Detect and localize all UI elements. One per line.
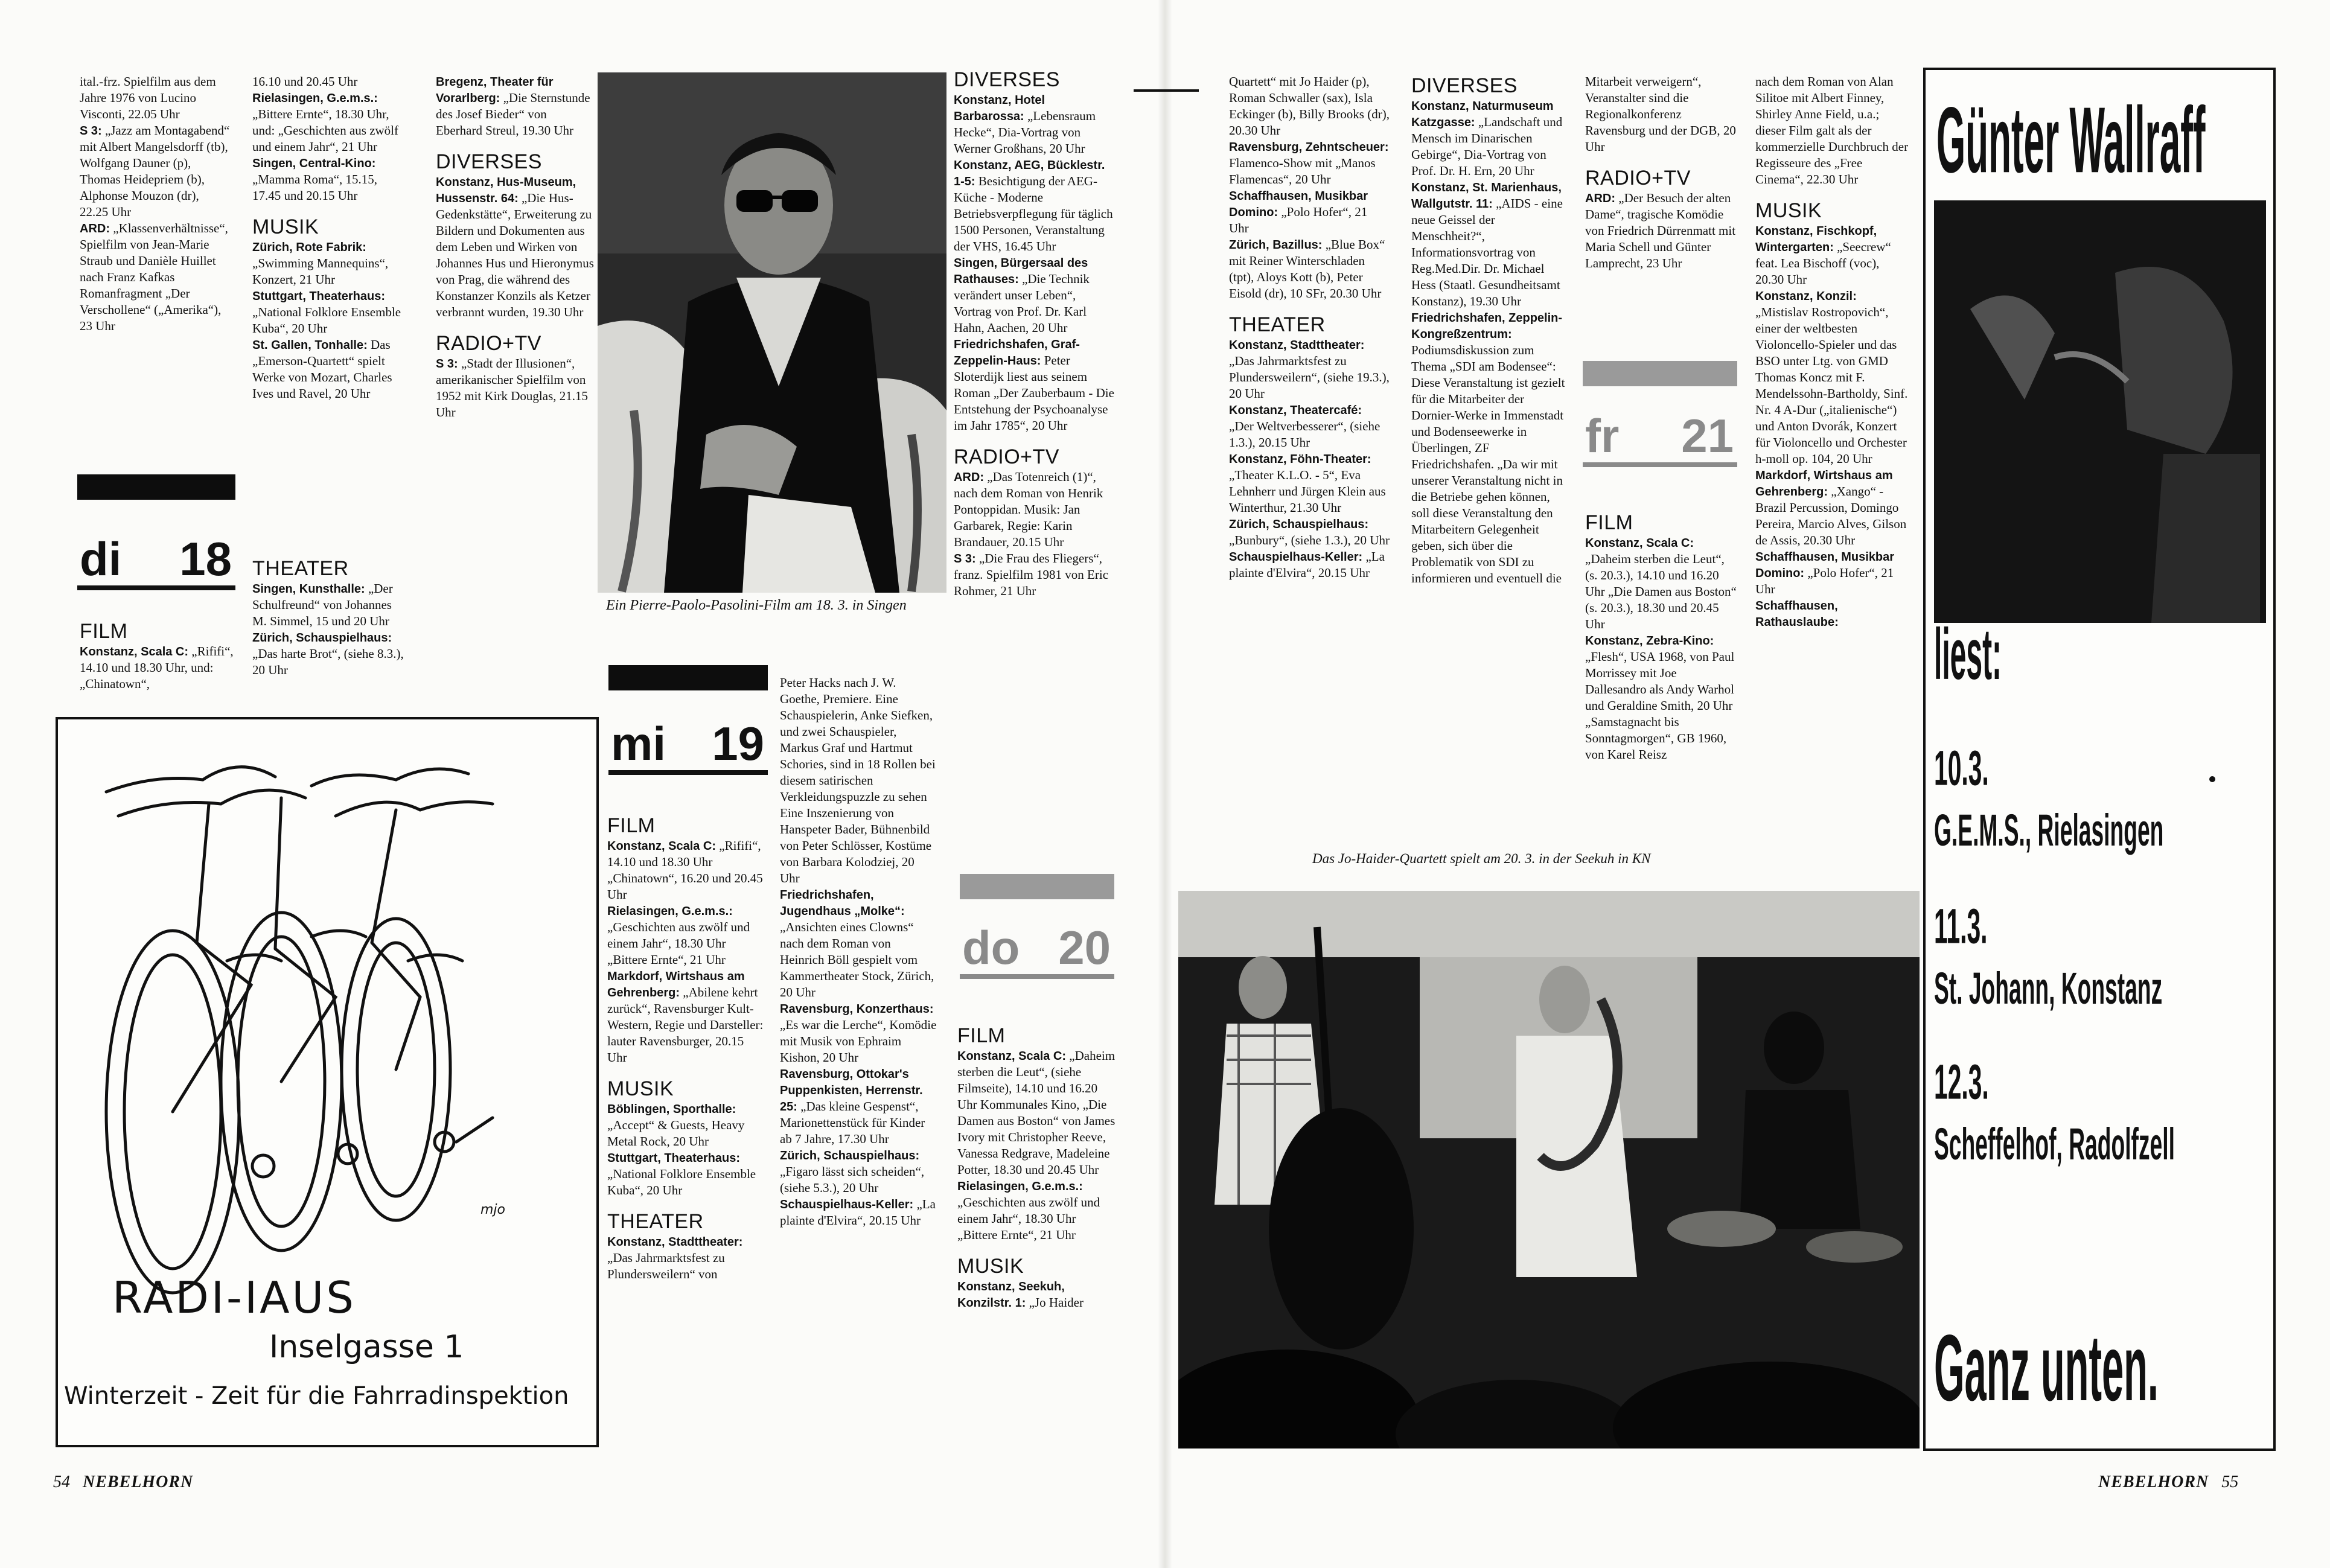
day-header-19 (608, 665, 768, 775)
left-col2 (252, 74, 404, 601)
page-number: 55 (2221, 1473, 2239, 1491)
wallraff-photo-illustration (1934, 200, 2266, 623)
listing-entry (80, 74, 231, 123)
day-header-18 (77, 474, 235, 590)
listing-text: „Die Technik verändert unser Leben“, Vortrag von Prof. Dr. Karl Hahn, Aachen, 20 Uhr (954, 272, 1090, 335)
day-number: 20 (1058, 921, 1111, 974)
listing-venue: Schauspielhaus-Keller: (1229, 550, 1363, 564)
listing-venue: Singen, Bürgersaal des Rathauses: (954, 257, 1088, 286)
listing-text: „Rififi“, 14.10 und 18.30 Uhr „Chinatown“, 16.20 und 20.45 Uhr (607, 838, 763, 902)
day-bar (77, 474, 235, 500)
listing-entry (1755, 74, 1910, 188)
listing-entry (1755, 598, 1910, 630)
section-heading-diverses: DIVERSES (436, 150, 542, 173)
listing-text: „Ansichten eines Clowns“ nach dem Roman von Heinrich Böll gespielt vom Kammertheater Stock, Zürich, 20 Uhr (780, 920, 934, 999)
listing-entry (1229, 516, 1390, 549)
bicycles-illustration (82, 744, 541, 1299)
listing-text: „Rififi“, 14.10 und 18.30 Uhr, und: „Chinatown“, (80, 644, 234, 691)
listing-text: 16.10 und 20.45 Uhr (252, 74, 358, 89)
listing-text: „Bunbury“, (siehe 1.3.), 20 Uhr (1229, 533, 1390, 547)
listing-text: Flamenco-Show mit „Manos Flamencas“, 20 Uhr (1229, 156, 1376, 186)
right-col2 (1411, 74, 1569, 587)
listing-text: „Lebensraum Hecke“, Dia-Vortrag von Werner Großhans, 20 Uhr (954, 109, 1096, 156)
listing-venue: S 3: (954, 552, 976, 566)
listing-entry (252, 629, 404, 678)
left-col3 (436, 74, 595, 421)
listing-text: „National Folklore Ensemble Kuba“, 20 Uhr (252, 305, 401, 336)
listing-venue: Schaffhausen, Musikbar Domino: (1229, 190, 1368, 219)
listing-entry (1585, 633, 1738, 763)
listing-venue: Konstanz, Scala C: (607, 840, 717, 853)
reading-place: Scheffelhof, Radolfzell (1934, 1120, 2175, 1170)
listing-venue: Ravensburg, Zehntscheuer: (1229, 141, 1389, 154)
left-col5 (780, 675, 937, 1229)
magazine-title: NEBELHORN (83, 1473, 194, 1491)
listing-entry (957, 1178, 1116, 1243)
listing-entry (957, 1278, 1116, 1311)
listing-entry (252, 155, 404, 204)
listing-venue: Konstanz, Stadttheater: (607, 1235, 743, 1249)
listing-text: Peter Hacks nach J. W. Goethe, Premiere. Eine Schauspielerin, Anke Siefken, und zwei Schauspieler, Markus Graf und Hartmut Schories, sind in 18 Rollen bei diesem satirischen Verkleidungspuzzle zu sehen Eine Inszenierung von Hanspeter Bader, Bühnenbild von Peter Schlösser, Kostüme von Barbara Kolodziej, 20 Uhr (780, 675, 936, 885)
day-number: 21 (1681, 409, 1734, 462)
listing-venue: Zürich, Rote Fabrik: (252, 241, 366, 254)
listing-text: „Figaro lässt sich scheiden“, (siehe 5.3.), 20 Uhr (780, 1164, 925, 1195)
listing-entry (1585, 535, 1738, 633)
section-heading-theater: THEATER (252, 557, 349, 580)
listing-venue: Ravensburg, Konzerthaus: (780, 1002, 934, 1016)
right-col4 (1755, 74, 1910, 630)
reading-date: 12.3. (1934, 1054, 1989, 1110)
listing-venue: Konstanz, St. Marienhaus, Wallgutstr. 11: (1411, 181, 1562, 211)
listing-text: „Accept“ & Guests, Heavy Metal Rock, 20 Uhr (607, 1118, 745, 1149)
listing-venue: Konstanz, Scala C: (1585, 537, 1694, 550)
listing-entry (436, 74, 595, 139)
section-heading-diverses: DIVERSES (954, 68, 1060, 91)
listing-venue: Konstanz, Scala C: (957, 1050, 1067, 1063)
listing-entry (1411, 98, 1569, 179)
listing-entry (1229, 337, 1390, 402)
listing-text: „Das harte Brot“, (siehe 8.3.), 20 Uhr (252, 646, 404, 677)
listing-text: „Mistislav Rostropovich“, einer der weltbesten Violoncello-Spieler und das BSO unter Ltg. von GMD Thomas Koncz mit F. Mendelssohn-Bartholdy, Sinf. Nr. 4 A-Dur („italienische“) und Anton Dvorák, Konzert für Violoncello und Orchester h-moll op. 104, 20 Uhr (1755, 305, 1908, 466)
listing-text: „La plainte d'Elvira“, 20.15 Uhr (780, 1197, 936, 1228)
listing-venue: Rielasingen, G.e.m.s.: (252, 92, 378, 105)
verb-liest: liest: (1934, 614, 2002, 695)
listing-venue: Konstanz, AEG, Bücklestr. 1-5: (954, 159, 1105, 188)
listing-text: Mitarbeit verweigern“, Veranstalter sind die Regionalkonferenz Ravensburg und der DGB, 20 Uhr (1585, 74, 1736, 154)
listing-entry (1755, 223, 1910, 288)
listing-entry (1229, 237, 1390, 302)
ad-title: RADI-IAUS (112, 1272, 356, 1323)
author-name: Günter Wallraff (1936, 88, 2206, 193)
listing-entry (1411, 179, 1569, 310)
listing-entry (1585, 74, 1738, 155)
photo-wallraff (1934, 200, 2266, 623)
listing-text: „Der Weltverbesserer“, (siehe 1.3.), 20.15 Uhr (1229, 419, 1380, 450)
listing-entry (252, 90, 404, 155)
listing-entry (780, 1196, 937, 1229)
listing-entry (1229, 188, 1390, 237)
listing-entry (780, 1147, 937, 1196)
listing-entry (780, 1066, 937, 1147)
listing-entry (1229, 549, 1390, 581)
ad-radhaus (56, 717, 599, 1447)
listing-entry (607, 1150, 767, 1199)
listing-entry (1755, 467, 1910, 549)
listing-venue: Stuttgart, Theaterhaus: (607, 1152, 741, 1165)
left-col1-top (80, 74, 231, 334)
listing-entry (954, 255, 1114, 336)
right-col3-fr (1585, 511, 1738, 763)
listing-venue: Konstanz, Hus-Museum, Hussenstr. 64: (436, 176, 576, 205)
listing-venue: Ravensburg, Ottokar's Puppenkisten, Herrenstr. 25: (780, 1068, 923, 1114)
section-heading-radio-tv: RADIO+TV (1585, 167, 1691, 190)
listing-entry (607, 838, 767, 903)
listing-entry (780, 1001, 937, 1066)
day-number: 18 (179, 532, 232, 585)
listing-entry (252, 239, 404, 288)
listing-text: „Polo Hofer“, 21 Uhr (1229, 205, 1368, 235)
listing-venue: Zürich, Schauspielhaus: (780, 1149, 920, 1162)
listing-venue: Konstanz, Hotel Barbarossa: (954, 94, 1045, 123)
listing-text: Quartett“ mit Jo Haider (p), Roman Schwaller (sax), Isla Eckinger (b), Billy Brooks (dr), 20.30 Uhr (1229, 74, 1390, 138)
reading-place: G.E.M.S., Rielasingen (1934, 806, 2164, 856)
day-bar (608, 665, 768, 690)
listing-entry (780, 675, 937, 887)
listing-entry (80, 123, 231, 220)
listing-text: „Theater K.L.O. - 5“, Eva Lehnherr und Jürgen Klein aus Winterthur, 21.30 Uhr (1229, 468, 1386, 515)
listing-venue: Zürich, Schauspielhaus: (252, 631, 392, 645)
listing-text: „Der Besuch der alten Dame“, tragische Komödie von Friedrich Dürrenmatt mit Maria Schell und Günter Lamprecht, 23 Uhr (1585, 191, 1736, 270)
section-heading-musik: MUSIK (1755, 199, 1822, 222)
page-folio-left (53, 1473, 193, 1492)
listing-entry (1585, 190, 1738, 272)
listing-entry (252, 288, 404, 337)
day-header-20 (960, 874, 1114, 979)
section-heading-musik: MUSIK (957, 1255, 1024, 1278)
right-page (1165, 0, 2330, 1568)
listing-text: „Das Jahrmarktsfest zu Plundersweilern“, (siehe 19.3.), 20 Uhr (1229, 354, 1390, 401)
listing-entry (954, 157, 1114, 255)
listing-text: „Seecrew“ feat. Lea Bischoff (voc), 20.30 Uhr (1755, 240, 1891, 287)
photo-pasolini (598, 72, 946, 593)
listing-venue: S 3: (80, 124, 102, 138)
listing-venue: Zürich, Bazillus: (1229, 238, 1323, 252)
listing-venue: Singen, Central-Kino: (252, 157, 376, 170)
page-number: 54 (53, 1473, 70, 1491)
listing-text: „Geschichten aus zwölf und einem Jahr“, 18.30 Uhr „Bittere Ernte“, 21 Uhr (957, 1195, 1100, 1242)
listing-text: „Landschaft und Mensch im Dinarischen Gebirge“, Dia-Vortrag von Prof. Dr. H. Ern, 20 Uhr (1411, 115, 1563, 178)
listing-venue: Konstanz, Seekuh, Konzilstr. 1: (957, 1280, 1065, 1310)
listing-entry (1755, 549, 1910, 598)
listing-text: „Bittere Ernte“, 18.30 Uhr, und: „Geschichten aus zwölf und einem Jahr“, 21 Uhr (252, 107, 399, 154)
listing-text: ital.-frz. Spielfilm aus dem Jahre 1976 von Lucino Visconti, 22.05 Uhr (80, 74, 216, 121)
listing-text: „Daheim sterben die Leut“, (siehe Filmseite), 14.10 und 16.20 Uhr Kommunales Kino, „Die Damen aus Boston“ von James Ivory mit Christopher Reeve, Vanessa Redgrave, Madeleine Potter, 18.30 und 20.45 Uhr (957, 1048, 1116, 1177)
listing-venue: Konstanz, Fischkopf, Wintergarten: (1755, 225, 1877, 254)
listing-venue: Singen, Kunsthalle: (252, 582, 365, 596)
listing-entry (436, 174, 595, 320)
listing-text: Peter Sloterdijk liest aus seinem Roman „Der Zauberbaum - Die Entstehung der Psychoanalyse im Jahr 1785“, 20 Uhr (954, 353, 1114, 433)
listing-venue: ARD: (1585, 192, 1615, 205)
section-heading-diverses: DIVERSES (1411, 74, 1518, 97)
listing-text: „Jo Haider (1029, 1295, 1084, 1310)
day-weekday: mi (611, 717, 666, 770)
listing-text: „Klassenverhältnisse“, Spielfilm von Jean-Marie Straub und Danièle Huillet nach Franz Kafkas Romanfragment „Der Verschollene“ („Amerika“), 23 Uhr (80, 221, 228, 333)
listing-text: Besichtigung der AEG-Küche - Moderne Betriebsverpflegung für täglich 1500 Personen, Veranstaltung der VHS, 16.45 Uhr (954, 174, 1113, 253)
section-heading-musik: MUSIK (607, 1077, 674, 1100)
listing-text: „Daheim sterben die Leut“, (s. 20.3.), 14.10 und 16.20 Uhr „Die Damen aus Boston“ (s. 20.3.), 18.30 und 20.45 Uhr (1585, 552, 1737, 631)
section-heading-film: FILM (1585, 511, 1633, 534)
day-label (77, 530, 235, 590)
section-heading-theater: THEATER (1229, 313, 1326, 336)
day-header-21 (1583, 361, 1737, 467)
listing-venue: Friedrichshafen, Graf-Zeppelin-Haus: (954, 338, 1080, 368)
reading-date: 11.3. (1934, 899, 1988, 954)
listing-text: Das „Emerson-Quartett“ spielt Werke von Mozart, Charles Ives und Ravel, 20 Uhr (252, 337, 392, 401)
listing-text: „Die Sternstunde des Josef Bieder“ von Eberhard Streul, 19.30 Uhr (436, 91, 590, 138)
listing-text: „Xango“ - Brazil Percussion, Domingo Pereira, Marcio Alves, Gilson de Assis, 20.30 Uhr (1755, 484, 1907, 547)
listing-entry (1755, 288, 1910, 467)
listing-text: „Es war die Lerche“, Komödie mit Musik von Ephraim Kishon, 20 Uhr (780, 1018, 937, 1065)
ad-slogan: Winterzeit - Zeit für die Fahrradinspektion (64, 1382, 569, 1410)
listing-text: „Stadt der Illusionen“, amerikanischer Spielfilm von 1952 mit Kirk Douglas, 21.15 Uhr (436, 356, 588, 419)
day-number: 19 (712, 717, 764, 770)
listing-text: „AIDS - eine neue Geissel der Menschheit?“, Informationsvortrag von Reg.Med.Dir. Dr. Michael Hess (Staatl. Gesundheitsamt Konstanz), 19.30 Uhr (1411, 196, 1563, 308)
day-label (1583, 407, 1737, 467)
ad-wallraff (1923, 68, 2276, 1451)
listing-venue: Böblingen, Sporthalle: (607, 1103, 736, 1116)
listing-entry (1229, 451, 1390, 516)
photo-caption-pasolini: Ein Pierre-Paolo-Pasolini-Film am 18. 3. in Singen (606, 598, 907, 613)
listing-text: „Die Frau des Fliegers“, franz. Spielfilm 1981 von Eric Rohmer, 21 Uhr (954, 551, 1109, 598)
right-col3 (1585, 74, 1738, 272)
listing-venue: Stuttgart, Theaterhaus: (252, 290, 386, 303)
listing-venue: Konstanz, Konzil: (1755, 290, 1857, 303)
ad-address: Inselgasse 1 (269, 1329, 464, 1365)
listing-text: „Jazz am Montagabend“ mit Albert Mangelsdorff (tb), Wolfgang Dauner (p), Thomas Heidepriem (b), Alphonse Mouzon (dr), 22.25 Uhr (80, 123, 230, 219)
divider-rule (1134, 89, 1199, 92)
listing-venue: St. Gallen, Tonhalle: (252, 339, 368, 352)
day-bar (960, 874, 1114, 899)
listing-venue: Schaffhausen, Rathauslaube: (1755, 599, 1839, 629)
listing-entry (1411, 310, 1569, 587)
listing-entry (607, 903, 767, 968)
day-label (960, 919, 1114, 979)
listing-venue: Zürich, Schauspielhaus: (1229, 518, 1369, 531)
listing-entry (780, 887, 937, 1001)
section-heading-film: FILM (957, 1024, 1006, 1047)
listing-entry (954, 550, 1114, 599)
listing-entry (1229, 74, 1390, 139)
section-heading-musik: MUSIK (252, 215, 319, 238)
section-heading-theater: THEATER (607, 1210, 704, 1233)
listing-text: „Abilene kehrt zurück“, Ravensburger Kult-Western, Regie und Darsteller: lauter Ravensburger, 20.15 Uhr (607, 985, 764, 1065)
listing-venue: Rielasingen, G.e.m.s.: (607, 905, 733, 918)
listing-entry (607, 1234, 767, 1283)
listing-entry (607, 1101, 767, 1150)
section-heading-radio-tv: RADIO+TV (954, 445, 1059, 468)
listing-venue: Konstanz, Föhn-Theater: (1229, 453, 1371, 466)
left-col2-theater (252, 556, 404, 678)
quartet-photo-illustration (1178, 891, 1920, 1448)
listing-text: „La plainte d'Elvira“, 20.15 Uhr (1229, 549, 1385, 580)
listing-venue: Schauspielhaus-Keller: (780, 1198, 914, 1211)
listing-text: „Das kleine Gespenst“, Marionettenstück für Kinder ab 7 Jahre, 17.30 Uhr (780, 1099, 925, 1146)
listing-venue: Konstanz, Theatercafé: (1229, 404, 1362, 417)
listing-entry (1229, 139, 1390, 188)
illustrator-signature: mjo (480, 1202, 506, 1217)
right-col1 (1229, 74, 1390, 581)
section-heading-film: FILM (607, 814, 656, 837)
listing-venue: S 3: (436, 357, 458, 371)
listing-entry (252, 581, 404, 629)
listing-entry (954, 469, 1114, 550)
listing-entry (252, 337, 404, 402)
listing-text: „Mamma Roma“, 15.15, 17.45 und 20.15 Uhr (252, 172, 378, 203)
listing-venue: Markdorf, Wirtshaus am Gehrenberg: (1755, 469, 1893, 499)
photo-caption-quartet: Das Jo-Haider-Quartett spielt am 20. 3. in der Seekuh in KN (1312, 851, 1651, 866)
listing-text: „Der Schulfreund“ von Johannes M. Simmel, 15 und 20 Uhr (252, 581, 393, 628)
listing-venue: Konstanz, Naturmuseum Katzgasse: (1411, 100, 1554, 129)
listing-text: „Flesh“, USA 1968, von Paul Morrissey mit Joe Dallesandro als Andy Warhol und Geraldine Smith, 20 Uhr „Samstagnacht bis Sonntagmorgen“, GB 1960, von Karel Reisz (1585, 649, 1735, 762)
listing-venue: Konstanz, Scala C: (80, 645, 189, 658)
page-folio-right (2098, 1473, 2238, 1492)
listing-entry (954, 336, 1114, 434)
listing-entry (1229, 402, 1390, 451)
photo-jo-haider-quartet (1178, 891, 1920, 1448)
listing-entry (252, 74, 404, 90)
section-heading-film: FILM (80, 620, 128, 643)
listing-entry (607, 968, 767, 1066)
listing-entry (80, 220, 231, 334)
listing-venue: Konstanz, Zebra-Kino: (1585, 634, 1714, 648)
listing-venue: ARD: (954, 471, 984, 484)
listing-text: Podiumsdiskussion zum Thema „SDI am Bodensee“: Diese Veranstaltung ist gezielt für die Mitarbeiter der Dornier-Werke in Immenstadt und Bodenseewerke in Überlingen, ZF Friedrichshafen. „Da wir mit unserer Veranstaltung nicht in die Betriebe gehen können, soll diese Veranstaltung den Mitarbeitern Gelegenheit geben, sich über die Problematik von SDI zu informieren und eventuell die (1411, 343, 1565, 585)
magazine-title: NEBELHORN (2098, 1473, 2209, 1491)
day-weekday: fr (1585, 409, 1620, 462)
listing-text: „Polo Hofer“, 21 Uhr (1755, 566, 1894, 596)
left-col4-mi (607, 814, 767, 1283)
listing-venue: Friedrichshafen, Zeppelin-Kongreßzentrum: (1411, 311, 1563, 341)
listing-entry (954, 92, 1114, 157)
day-label (608, 715, 768, 775)
listing-venue: Friedrichshafen, Jugendhaus „Molke“: (780, 888, 905, 918)
listing-venue: Schaffhausen, Musikbar Domino: (1755, 550, 1895, 580)
day-weekday: do (962, 921, 1020, 974)
listing-entry (957, 1048, 1116, 1178)
section-heading-radio-tv: RADIO+TV (436, 332, 541, 355)
listing-venue: Rielasingen, G.e.m.s.: (957, 1180, 1083, 1193)
listing-venue: Bregenz, Theater für Vorarlberg: (436, 75, 554, 105)
listing-text: „Das Totenreich (1)“, nach dem Roman von Henrik Pontoppidan. Musik: Jan Garbarek, Regie: Karin Brandauer, 20.15 Uhr (954, 470, 1103, 549)
listing-text: nach dem Roman von Alan Silitoe mit Albert Finney, Shirley Anne Field, u.a.; dieser Film galt als der kommerzielle Durchbruch der Regisseure des „Free Cinema“, 22.30 Uhr (1755, 74, 1909, 186)
listing-venue: ARD: (80, 222, 110, 235)
listing-text: „Die Hus-Gedenkstätte“, Erweiterung zu Bildern und Dokumenten aus dem Leben und Wirken von Johannes Hus und Hieronymus von Prag, die während des Konstanzer Konzils als Ketzer verbrannt wurden, 19.30 Uhr (436, 191, 594, 319)
left-col6 (954, 68, 1114, 599)
dot-mark (2209, 776, 2215, 782)
listing-venue: Markdorf, Wirtshaus am Gehrenberg: (607, 970, 745, 999)
listing-entry (80, 643, 238, 692)
listing-text: „Swimming Mannequins“, Konzert, 21 Uhr (252, 256, 389, 287)
day-weekday: di (80, 532, 122, 585)
listing-entry (436, 355, 595, 421)
listing-text: „Blue Box“ mit Reiner Winterschladen (tpt), Aloys Kott (b), Peter Eisold (dr), 10 SFr, 20.30 Uhr (1229, 237, 1385, 301)
listing-venue: Konstanz, Stadttheater: (1229, 339, 1365, 352)
pasolini-photo-illustration (598, 72, 946, 593)
day-bar (1583, 361, 1737, 386)
book-title: Ganz unten. (1934, 1315, 2159, 1421)
listing-text: „National Folklore Ensemble Kuba“, 20 Uhr (607, 1167, 756, 1197)
left-col6-do (957, 1024, 1116, 1311)
listing-text: „Geschichten aus zwölf und einem Jahr“, 18.30 Uhr „Bittere Ernte“, 21 Uhr (607, 920, 750, 967)
listing-text: „Das Jahrmarktsfest zu Plundersweilern“ von (607, 1251, 725, 1281)
reading-place: St. Johann, Konstanz (1934, 964, 2163, 1014)
reading-date: 10.3. (1934, 741, 1989, 796)
left-col1-film (80, 619, 238, 692)
